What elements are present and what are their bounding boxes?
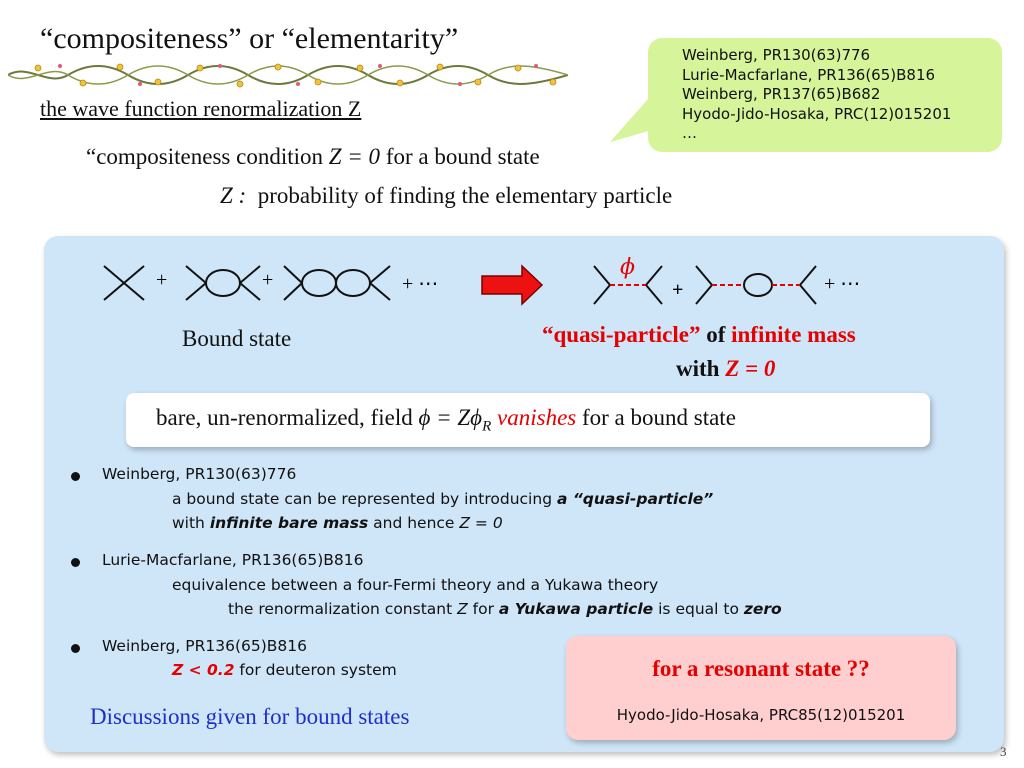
two-loop-diagram bbox=[284, 266, 390, 300]
bullet-detail: Z < 0.2 for deuteron system bbox=[172, 661, 397, 679]
bullet-detail: with infinite bare mass and hence Z = 0 bbox=[172, 514, 503, 532]
z-definition-text: probability of finding the elementary particle bbox=[257, 183, 673, 208]
quasi-particle-caption: “quasi-particle” of infinite mass bbox=[542, 322, 856, 347]
bullet-detail: a bound state can be represented by introducing a “quasi-particle” bbox=[172, 490, 714, 508]
ellipsis-sign: + ⋯ bbox=[402, 273, 439, 295]
callout-references bbox=[682, 46, 951, 144]
bound-state-label: Bound state bbox=[182, 326, 292, 351]
plus-sign: + bbox=[672, 279, 684, 301]
page-number: 3 bbox=[1000, 744, 1007, 759]
z-symbol: Z : bbox=[220, 183, 247, 208]
callout-ref: Hyodo-Jido-Hosaka, PRC(12)015201 bbox=[682, 104, 952, 123]
callout-ref: Weinberg, PR130(63)776 bbox=[682, 46, 871, 64]
feynman-diagrams bbox=[90, 252, 910, 322]
bullet-ref-weinberg-65: Weinberg, PR136(65)B816 bbox=[102, 637, 307, 655]
compositeness-condition: “compositeness condition Z = 0 for a bound state bbox=[86, 144, 540, 169]
z-definition bbox=[220, 183, 672, 209]
bullet-icon bbox=[71, 558, 80, 567]
resonant-state-title: for a resonant state ?? bbox=[652, 656, 870, 681]
bullet-ref-lurie-macfarlane: Lurie-Macfarlane, PR136(65)B816 bbox=[102, 551, 364, 569]
one-loop-diagram bbox=[186, 266, 260, 300]
callout-ellipsis: … bbox=[682, 124, 697, 142]
subtitle: the wave function renormalization Z bbox=[40, 96, 362, 121]
resonant-state-reference: Hyodo-Jido-Hosaka, PRC85(12)015201 bbox=[616, 706, 906, 724]
bullet-ref-weinberg-63: Weinberg, PR130(63)776 bbox=[102, 465, 297, 483]
ellipsis-sign: + ⋯ bbox=[824, 273, 861, 295]
plus-sign: + bbox=[156, 269, 168, 291]
arrow-right-icon bbox=[482, 266, 542, 304]
quasi-particle-loop-diagram bbox=[696, 266, 816, 304]
callout-ref: Lurie-Macfarlane, PR136(65)B816 bbox=[682, 65, 936, 84]
bullet-icon bbox=[71, 472, 80, 481]
slide-title: “compositeness” or “elementarity” bbox=[40, 22, 459, 55]
phi-symbol: ϕ bbox=[620, 255, 635, 280]
bullet-detail: the renormalization constant Z for a Yukawa particle is equal to zero bbox=[228, 600, 782, 618]
condition-math: Z = 0 bbox=[328, 144, 381, 169]
resonant-state-box bbox=[566, 636, 956, 740]
bullet-detail: equivalence between a four-Fermi theory and a Yukawa theory bbox=[172, 576, 659, 594]
callout-ref: Weinberg, PR137(65)B682 bbox=[682, 85, 881, 103]
discussion-note: Discussions given for bound states bbox=[90, 704, 410, 729]
bullet-icon bbox=[71, 644, 80, 653]
z-zero-caption: with Z = 0 bbox=[676, 356, 776, 381]
decorative-vine bbox=[8, 58, 568, 92]
bare-field-statement: bare, un-renormalized, field $\phi = Z\phi_R$ vanishes for a bound state bbox=[156, 405, 736, 435]
contact-diagram bbox=[104, 266, 144, 300]
plus-sign: + bbox=[262, 269, 274, 291]
